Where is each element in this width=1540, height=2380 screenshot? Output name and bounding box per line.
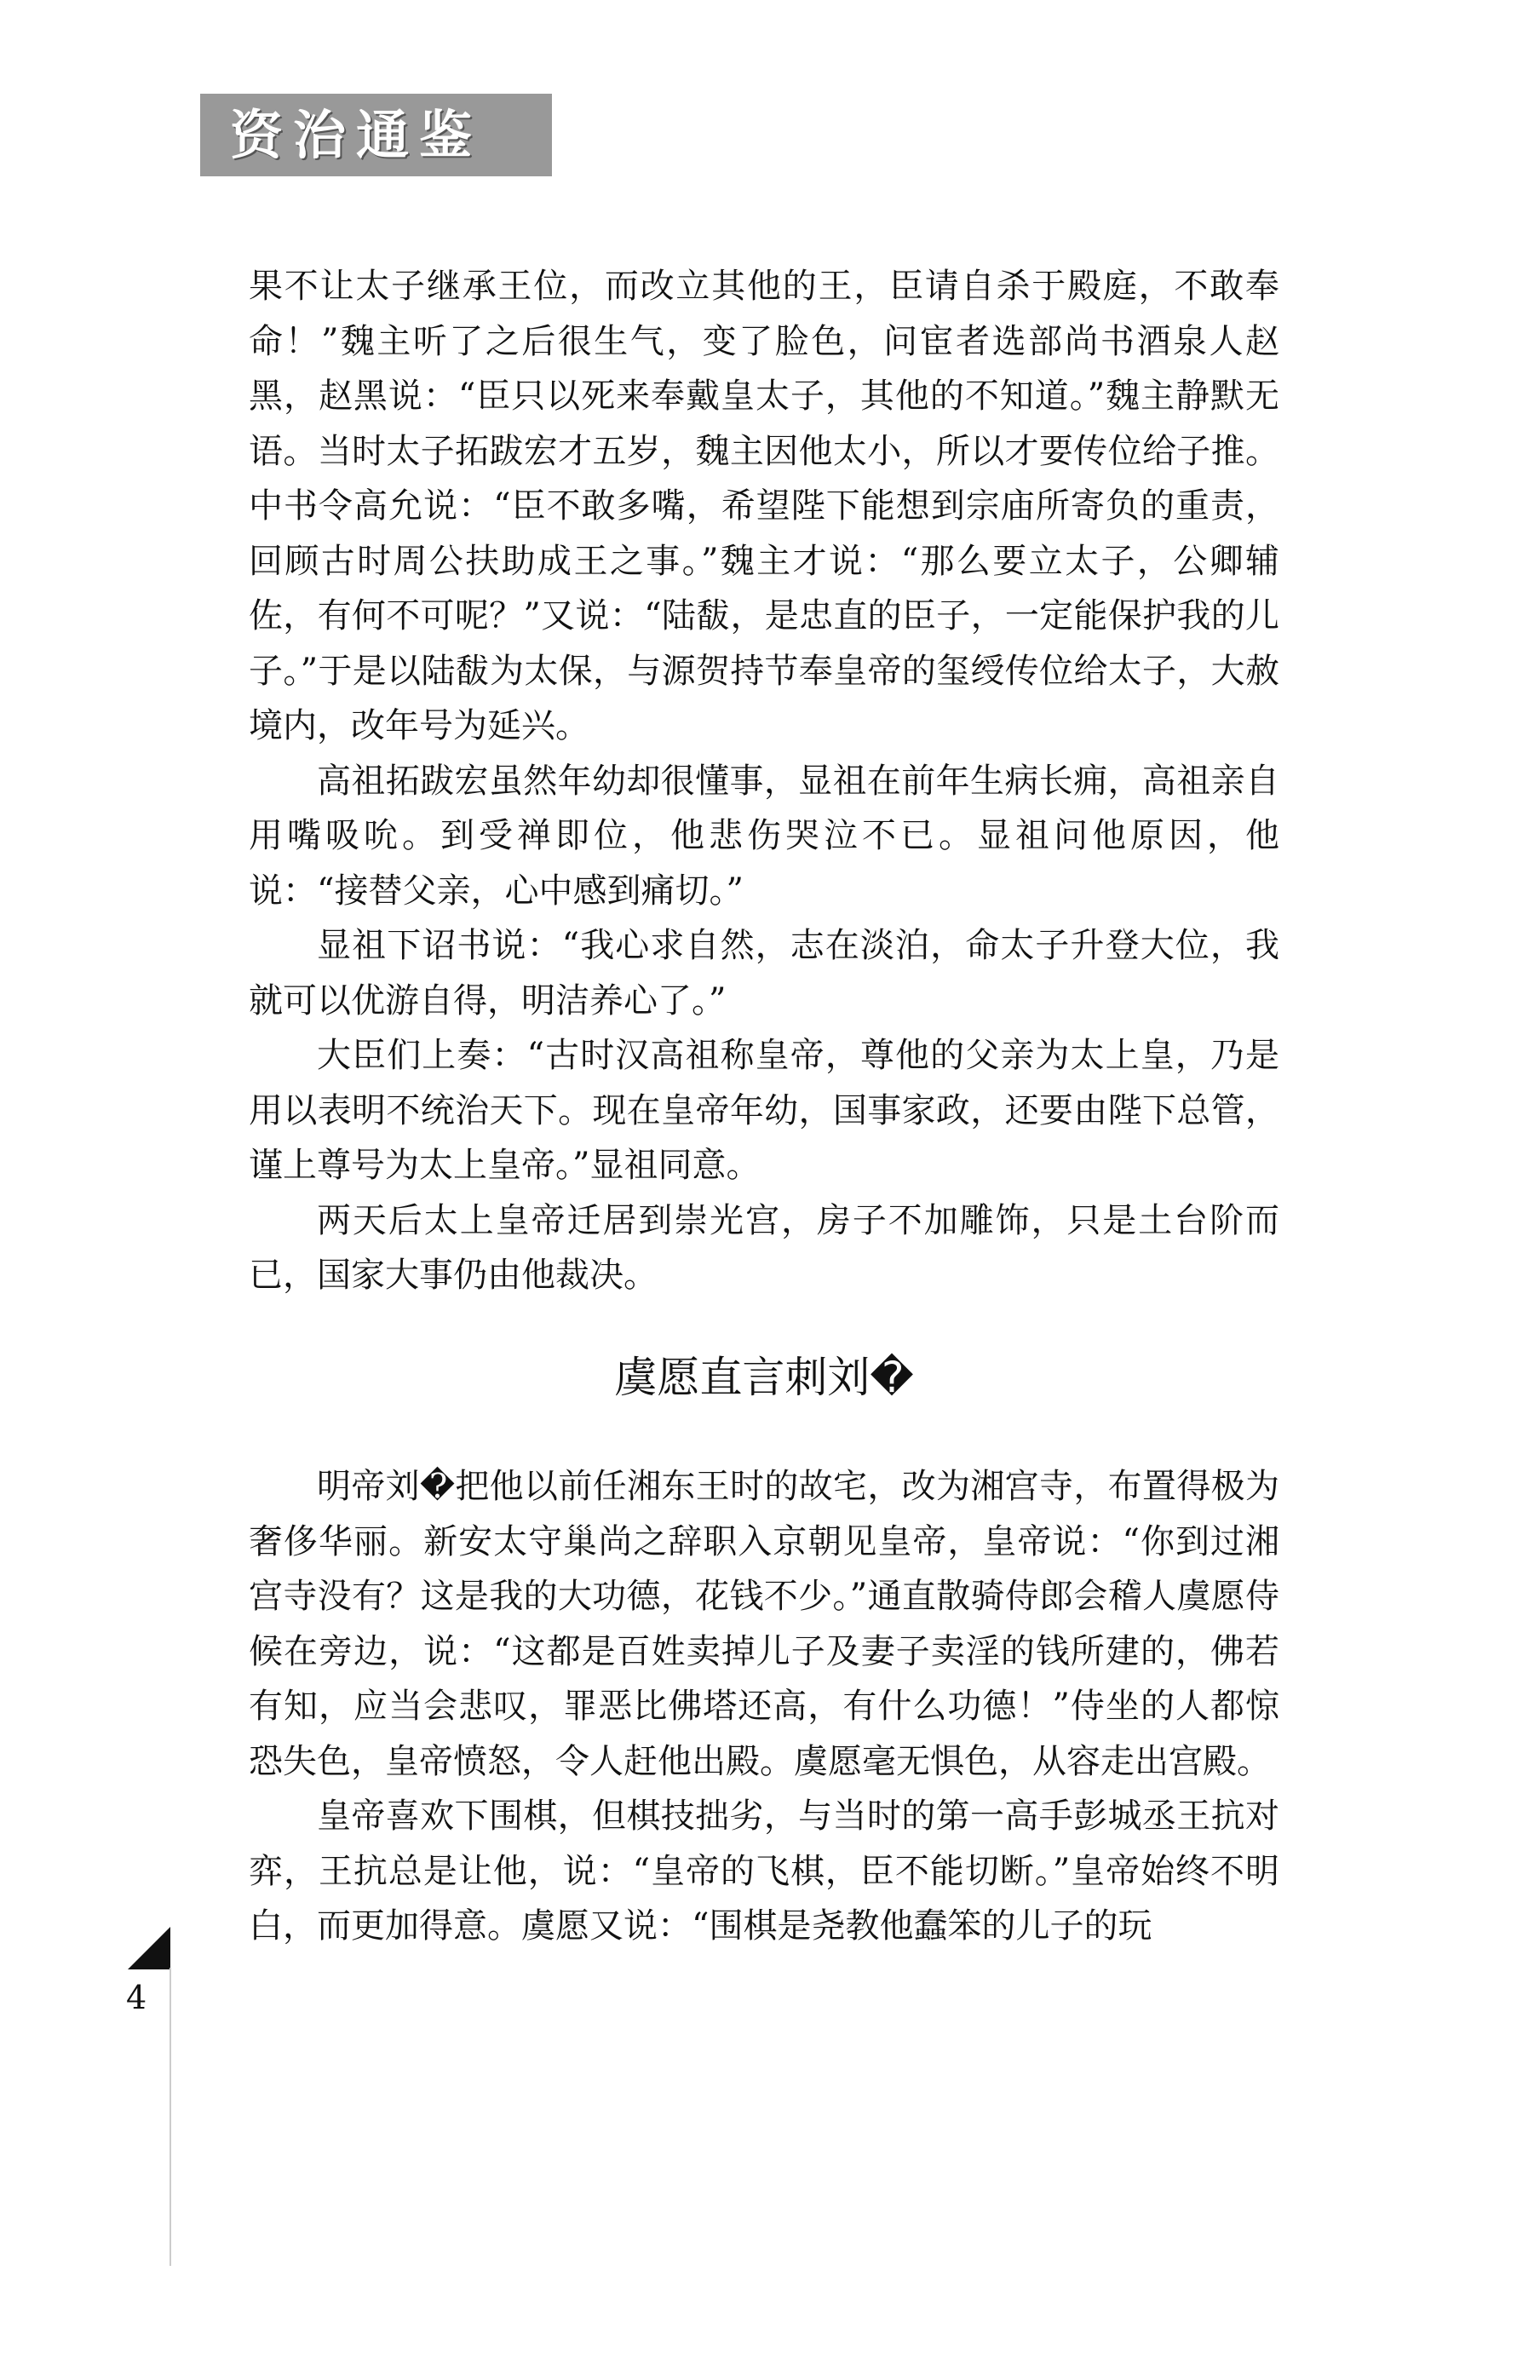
paragraph: 果不让太子继承王位，而改立其他的王，臣请自杀于殿庭，不敢奉命！”魏主听了之后很生气，变了脸色，问宦者选部尚书酒泉人赵黑，赵黑说：“臣只以死来奉戴皇太子，其他的不知道。”魏主静默无语。当时太子拓跋宏才五岁，魏主因他太小，所以才要传位给子推。中书令高允说：“臣不敢多嘴，希望陛下能想到宗庙所寄负的重责，回顾古时周公扶助成王之事。”魏主才说：“那么要立太子，公卿辅佐，有何不可呢？”又说：“陆馛，是忠直的臣子，一定能保护我的儿子。”于是以陆馛为太保，与源贺持节奉皇帝的玺绶传位给太子，大赦境内，改年号为延兴。 bbox=[249, 267, 1279, 745]
book-title: 资治通鉴 bbox=[230, 104, 483, 166]
paragraph: 显祖下诏书说：“我心求自然，志在淡泊，命太子升登大位，我就可以优游自得，明洁养心了。” bbox=[249, 926, 1279, 1020]
page-number: 4 bbox=[126, 1979, 147, 2016]
section-two-text bbox=[249, 1459, 1279, 1954]
paragraph: 大臣们上奏：“古时汉高祖称皇帝，尊他的父亲为太上皇，乃是用以表明不统治天下。现在皇帝年幼，国事家政，还要由陛下总管，谨上尊号为太上皇帝。”显祖同意。 bbox=[249, 1036, 1279, 1185]
section-heading: 虞愿直言刺刘� bbox=[614, 1353, 914, 1402]
paragraph: 皇帝喜欢下围棋，但棋技拙劣，与当时的第一高手彭城丞王抗对弈，王抗总是让他，说：“皇帝的飞棋，臣不能切断。”皇帝始终不明白，而更加得意。虞愿又说：“围棋是尧教他蠢笨的儿子的玩 bbox=[249, 1796, 1279, 1946]
section-one-text bbox=[249, 259, 1279, 1303]
paragraph: 明帝刘�把他以前任湘东王时的故宅，改为湘宫寺，布置得极为奢侈华丽。新安太守巢尚之辞职入京朝见皇帝，皇帝说：“你到过湘宫寺没有？这是我的大功德，花钱不少。”通直散骑侍郎会稽人虞愿侍候在旁边，说：“这都是百姓卖掉儿子及妻子卖淫的钱所建的，佛若有知，应当会悲叹，罪恶比佛塔还高，有什么功德！”侍坐的人都惊恐失色，皇帝愤怒，令人赶他出殿。虞愿毫无惧色，从容走出宫殿。 bbox=[249, 1467, 1279, 1781]
paragraph: 两天后太上皇帝迁居到崇光宫，房子不加雕饰，只是土台阶而已，国家大事仍由他裁决。 bbox=[249, 1200, 1279, 1295]
margin-rule bbox=[170, 1968, 171, 2266]
paragraph: 高祖拓跋宏虽然年幼却很懂事，显祖在前年生病长痈，高祖亲自用嘴吸吮。到受禅即位，他悲伤哭泣不已。显祖问他原因，他说：“接替父亲，心中感到痛切。” bbox=[249, 761, 1279, 911]
page-corner-triangle bbox=[128, 1927, 170, 1969]
